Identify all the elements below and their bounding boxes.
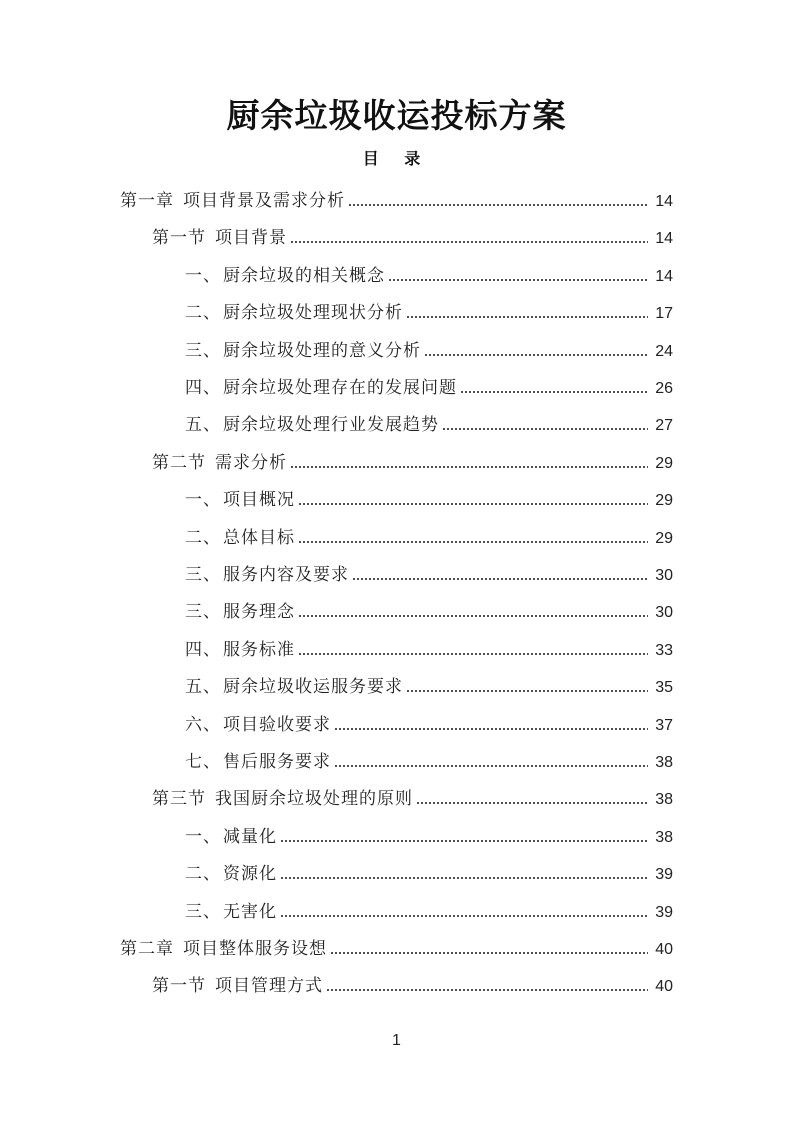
toc-entry-number: 五、 xyxy=(185,415,221,436)
toc-entry-page: 33 xyxy=(655,641,673,659)
toc-entry-label: 无害化 xyxy=(223,901,277,922)
toc-entry-number: 第二章 xyxy=(120,939,174,959)
toc-entry[interactable] xyxy=(120,931,673,959)
dot-leader xyxy=(334,728,648,730)
toc-entry[interactable] xyxy=(185,594,673,622)
toc-entry-number: 三、 xyxy=(185,340,221,361)
dot-leader xyxy=(298,615,648,617)
toc-entry-number: 二、 xyxy=(185,864,221,885)
toc-entry-title xyxy=(185,336,421,361)
toc-entry-title xyxy=(185,523,295,548)
toc-entry-number: 一、 xyxy=(185,490,221,511)
dot-leader xyxy=(334,765,648,767)
toc-entry[interactable] xyxy=(185,295,673,323)
toc-entry-title xyxy=(185,710,331,735)
dot-leader xyxy=(406,690,648,692)
toc-entry-number: 二、 xyxy=(185,303,221,324)
toc-entry-title xyxy=(185,410,439,435)
toc-entry-page: 40 xyxy=(655,978,673,996)
toc-entry-label: 厨余垃圾的相关概念 xyxy=(223,265,385,286)
toc-entry[interactable] xyxy=(185,744,673,772)
toc-entry-title xyxy=(185,560,349,585)
dot-leader xyxy=(460,391,648,393)
dot-leader xyxy=(290,241,648,243)
dot-leader xyxy=(290,466,648,468)
toc-entry-label: 厨余垃圾收运服务要求 xyxy=(223,677,403,698)
toc-entry-title xyxy=(185,298,403,323)
toc-entry-title xyxy=(185,373,457,398)
dot-leader xyxy=(298,503,648,505)
dot-leader xyxy=(406,316,648,318)
toc-entry-label: 需求分析 xyxy=(215,452,287,473)
toc-entry-page: 38 xyxy=(655,828,673,846)
toc-entry-page: 29 xyxy=(655,492,673,510)
toc-entry-number: 第一章 xyxy=(120,191,174,211)
toc-entry-title xyxy=(152,448,287,473)
toc-entry-title xyxy=(185,747,331,772)
toc-entry[interactable] xyxy=(185,632,673,660)
toc-entry[interactable] xyxy=(152,781,673,809)
dot-leader xyxy=(442,428,648,430)
toc-entry-page: 14 xyxy=(655,230,673,248)
toc-entry-label: 项目背景 xyxy=(215,228,287,249)
toc-entry-number: 三、 xyxy=(185,565,221,585)
toc-entry-page: 14 xyxy=(655,193,673,210)
toc-entry[interactable] xyxy=(120,183,673,211)
toc-entry-page: 29 xyxy=(655,454,673,472)
dot-leader xyxy=(352,578,648,580)
toc-entry[interactable] xyxy=(152,445,673,473)
toc-entry-label: 项目管理方式 xyxy=(215,976,323,997)
toc-entry-page: 37 xyxy=(655,716,673,734)
dot-leader xyxy=(348,204,648,206)
toc-entry[interactable] xyxy=(185,258,673,286)
toc-entry-number: 四、 xyxy=(185,639,221,660)
toc-entry-number: 三、 xyxy=(185,901,221,922)
toc-entry[interactable] xyxy=(185,856,673,884)
toc-entry-page: 17 xyxy=(655,305,673,323)
toc-entry-number: 四、 xyxy=(185,378,221,398)
page-number: 1 xyxy=(392,1032,401,1049)
toc-entry-number: 三、 xyxy=(185,602,221,623)
toc-entry-title xyxy=(185,859,277,884)
toc-entry-title xyxy=(185,597,295,622)
dot-leader xyxy=(326,989,648,991)
toc-entry[interactable] xyxy=(185,819,673,847)
toc-entry-title xyxy=(152,971,323,996)
toc-entry-page: 30 xyxy=(655,604,673,622)
toc-entry-number: 第一节 xyxy=(152,976,206,997)
toc-entry-page: 35 xyxy=(655,679,673,697)
toc-entry-page: 39 xyxy=(655,866,673,884)
toc-entry[interactable] xyxy=(185,669,673,697)
toc-entry-page: 24 xyxy=(655,342,673,360)
dot-leader xyxy=(416,802,648,804)
toc-entry-label: 售后服务要求 xyxy=(223,752,331,772)
toc-entry-label: 服务标准 xyxy=(223,639,295,660)
toc-entry[interactable] xyxy=(185,482,673,510)
toc-entry-title xyxy=(185,485,295,510)
toc-entry-number: 二、 xyxy=(185,527,221,548)
toc-entry-label: 厨余垃圾处理现状分析 xyxy=(223,303,403,324)
toc-entry-title xyxy=(185,635,295,660)
toc-entry-label: 项目验收要求 xyxy=(223,714,331,735)
dot-leader xyxy=(280,915,648,917)
dot-leader xyxy=(330,952,648,954)
dot-leader xyxy=(280,840,648,842)
toc-entry-page: 40 xyxy=(655,941,673,958)
toc-entry-title xyxy=(120,934,327,959)
toc-entry[interactable] xyxy=(185,894,673,922)
toc-entry-title xyxy=(120,186,345,211)
toc-entry-label: 服务理念 xyxy=(223,602,295,623)
toc-entry-title xyxy=(185,822,277,847)
dot-leader xyxy=(388,279,648,281)
document-title: 厨余垃圾收运投标方案 xyxy=(226,96,567,135)
dot-leader xyxy=(280,877,648,879)
toc-entry[interactable] xyxy=(185,407,673,435)
toc-entry-page: 14 xyxy=(655,267,673,285)
toc-entry[interactable] xyxy=(185,707,673,735)
toc-entry-label: 我国厨余垃圾处理的原则 xyxy=(215,789,413,810)
toc-entry[interactable] xyxy=(185,520,673,548)
toc-entry-number: 七、 xyxy=(185,752,221,772)
toc-entry-number: 第三节 xyxy=(152,789,206,810)
toc-entry-label: 服务内容及要求 xyxy=(223,565,349,585)
toc-entry-label: 项目整体服务设想 xyxy=(183,939,327,959)
toc-entry-page: 26 xyxy=(655,380,673,397)
toc-entry-number: 第一节 xyxy=(152,228,206,249)
toc-entry[interactable] xyxy=(185,370,673,398)
toc-heading: 目 录 xyxy=(362,149,431,168)
toc-entry[interactable] xyxy=(152,968,673,996)
toc-entry-label: 减量化 xyxy=(223,826,277,847)
dot-leader xyxy=(298,653,648,655)
toc-entry-page: 39 xyxy=(655,903,673,921)
toc-entry-number: 六、 xyxy=(185,714,221,735)
toc-entry-page: 38 xyxy=(655,791,673,809)
toc-entry-label: 厨余垃圾处理存在的发展问题 xyxy=(223,378,457,398)
toc-entry-label: 项目概况 xyxy=(223,490,295,511)
toc-entry-title xyxy=(185,897,277,922)
toc-entry-label: 总体目标 xyxy=(223,527,295,548)
toc-entry-title xyxy=(185,672,403,697)
toc-entry-label: 资源化 xyxy=(223,864,277,885)
toc-entry-page: 27 xyxy=(655,417,673,435)
toc-entry-page: 29 xyxy=(655,529,673,547)
toc-entry-title xyxy=(152,223,287,248)
toc-entry-number: 一、 xyxy=(185,826,221,847)
dot-leader xyxy=(424,354,648,356)
toc-entry-title xyxy=(185,261,385,286)
toc-entry-number: 第二节 xyxy=(152,452,206,473)
toc-entry-page: 30 xyxy=(655,567,673,584)
dot-leader xyxy=(298,541,648,543)
toc-entry[interactable] xyxy=(185,557,673,585)
toc-entry-label: 厨余垃圾处理行业发展趋势 xyxy=(223,415,439,436)
toc-entry-number: 一、 xyxy=(185,265,221,286)
toc-entry-label: 厨余垃圾处理的意义分析 xyxy=(223,340,421,361)
toc-entry[interactable] xyxy=(185,333,673,361)
toc-entry-number: 五、 xyxy=(185,677,221,698)
toc-entry-page: 38 xyxy=(655,754,673,771)
toc-entry[interactable] xyxy=(152,220,673,248)
toc-entry-title xyxy=(152,784,413,809)
toc-entry-label: 项目背景及需求分析 xyxy=(183,191,345,211)
